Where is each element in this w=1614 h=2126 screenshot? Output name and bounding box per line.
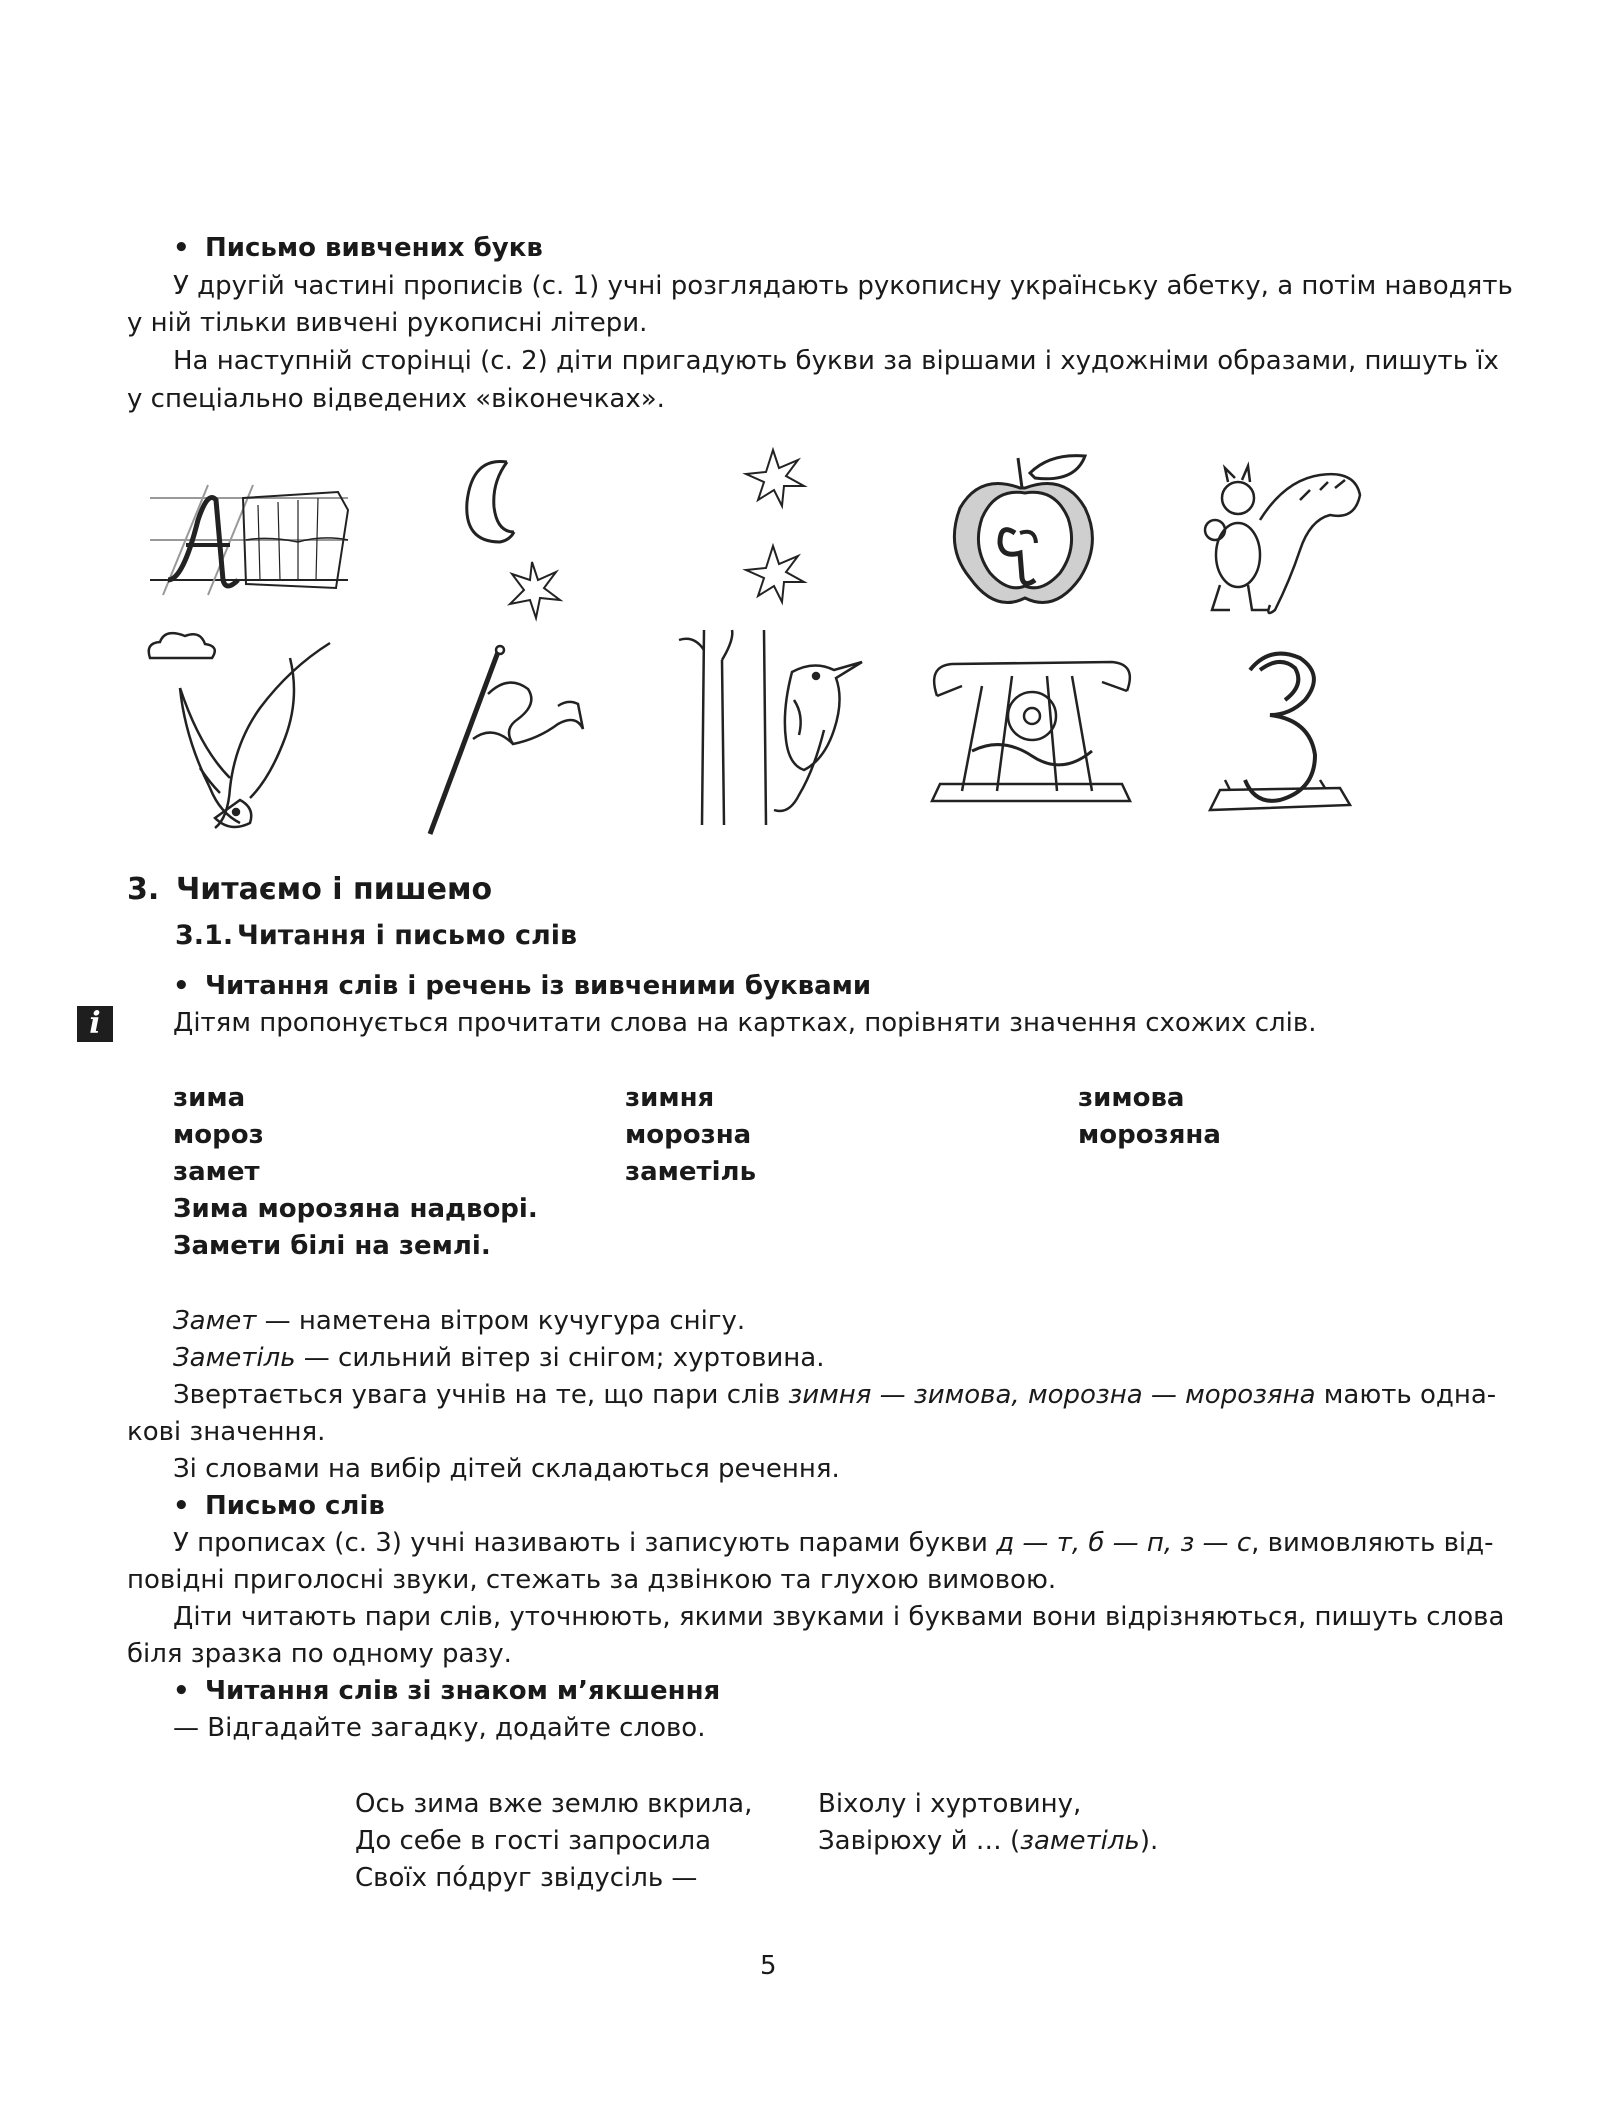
paragraph-line: у ній тільки вивчені рукописні літери. [127,308,648,338]
word-card: зима [173,1083,246,1113]
word-card: зимня [625,1083,715,1113]
term: Замет [173,1306,257,1336]
section-number: 3. [127,872,160,907]
letter-ya-apple-picture [940,448,1110,618]
paragraph-line: у спеціально відведених «віконечках». [127,384,665,414]
definition-zamet [173,1303,745,1339]
note-line: Зі словами на вибір дітей складаються речення. [173,1454,840,1484]
note-line [173,1377,1496,1413]
paragraph-line [173,1525,1494,1561]
letter-l-swallow-picture [140,628,340,838]
letter-a-stump-picture [148,480,358,600]
letter-t-telephone-picture [922,656,1142,806]
text: , вимовляють від- [1251,1528,1494,1558]
paragraph-line: біля зразка по одному разу. [127,1639,512,1669]
poem-line: Своїх пóдруг звідусіль — [355,1863,698,1893]
riddle-intro: — Відгадайте загадку, додайте слово. [173,1713,706,1743]
note-text: мають одна- [1315,1380,1497,1410]
definition-zametil [173,1340,825,1376]
subsection-title: Читання і письмо слів [237,920,578,951]
text: У прописах (с. 3) учні називають і записують парами букви [173,1528,997,1558]
definition-text: — наметена вітром кучугура снігу. [256,1306,746,1336]
word-card: зимова [1078,1083,1185,1113]
italic-letters: д — т, б — п, з — с [996,1528,1252,1558]
definition-text: — сильний вітер зі снігом; хуртовина. [295,1343,825,1373]
note-line: кові значення. [127,1417,326,1447]
sentence-card: Зима морозяна надворі. [173,1194,538,1224]
word-card: заметіль [625,1157,757,1187]
paragraph-line: На наступній сторінці (с. 2) діти пригадують букви за віршами і художніми образами, пишуть їх [173,346,1499,376]
word-card: морозна [625,1120,752,1150]
paragraph-line: У другій частині прописів (с. 1) учні розглядають рукописну українську абетку, а потім наводять [173,271,1513,301]
note-text: Звертається увага учнів на те, що пари слів [173,1380,789,1410]
letter-s-moon-star-picture [452,452,572,632]
letter-r-flag-picture [418,644,588,844]
page-number: 5 [760,1951,777,1981]
info-icon: i [77,1006,113,1042]
term: Заметіль [173,1343,296,1373]
paragraph-line: Діти читають пари слів, уточнюють, якими звуками і буквами вони відрізняються, пишуть слова [173,1602,1505,1632]
word-card: морозяна [1078,1120,1221,1150]
section-title: Читаємо і пишемо [176,872,493,907]
answer-word: заметіль [1020,1826,1140,1856]
word-card: мороз [173,1120,264,1150]
subsection-number: 3.1. [175,920,234,951]
stars-picture [718,446,828,606]
sentence-card: Замети білі на землі. [173,1231,491,1261]
bullet-heading-soft-sign: • Читання слів зі знаком м’якшення [173,1673,720,1709]
text: Завірюху й … ( [818,1826,1021,1856]
letter-z-picture [1200,640,1360,830]
note-italic: зимня — зимова, морозна — морозяна [788,1380,1316,1410]
word-card: замет [173,1157,260,1187]
paragraph-line: повідні приголосні звуки, стежать за дзвінкою та глухою вимовою. [127,1565,1057,1595]
poem-line: До себе в гості запросила [355,1826,712,1856]
poem-line: Ось зима вже землю вкрила, [355,1789,753,1819]
poem-line [818,1823,1158,1860]
intro-line: Дітям пропонується прочитати слова на картках, порівняти значення схожих слів. [173,1008,1317,1038]
letter-d-woodpecker-picture [674,620,864,830]
poem-line: Віхолу і хуртовину, [818,1789,1082,1819]
bullet-heading-writing-letters: • Письмо вивчених букв [173,230,543,266]
letter-u-squirrel-picture [1190,460,1370,620]
bullet-heading-writing-words: • Письмо слів [173,1488,385,1524]
bullet-heading-reading-words: • Читання слів і речень із вивченими буквами [173,968,871,1004]
text: ). [1139,1826,1159,1856]
